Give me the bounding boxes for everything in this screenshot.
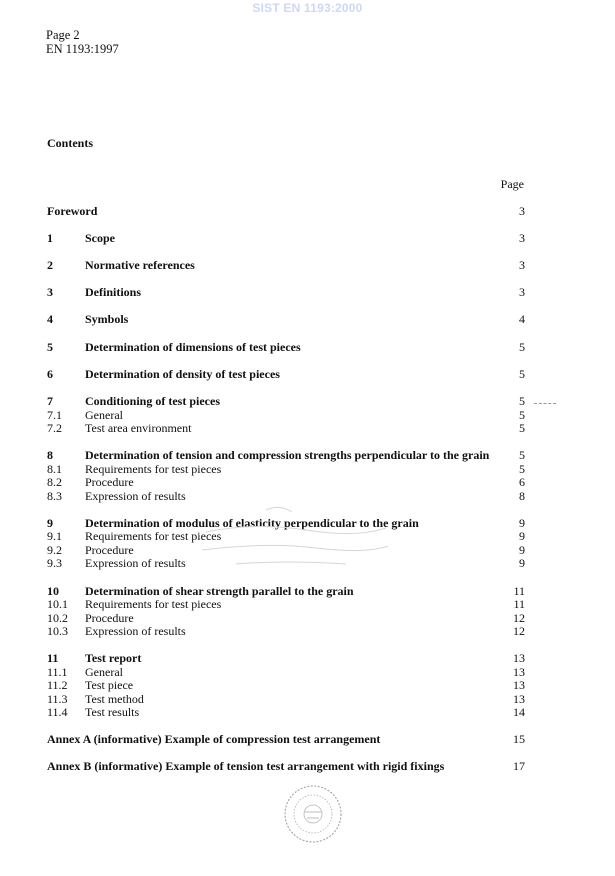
toc-entry-number: 8 (47, 448, 53, 462)
toc-entry-title: General (85, 665, 123, 679)
toc-entry-page: 4 (519, 312, 525, 326)
toc-row (0, 367, 615, 381)
toc-entry-title: Procedure (85, 611, 134, 625)
toc-entry-title: Determination of shear strength parallel to the grain (85, 584, 354, 598)
toc-row (0, 584, 615, 598)
page-column-heading: Page (500, 177, 524, 191)
toc-row (0, 204, 615, 218)
toc-entry-title: Foreword (47, 204, 98, 218)
toc-entry-page: 13 (513, 678, 525, 692)
toc-entry-page: 14 (513, 705, 525, 719)
toc-entry-number: 10 (47, 584, 59, 598)
toc-row (0, 611, 615, 625)
toc-entry-title: Expression of results (85, 556, 186, 570)
toc-entry-page: 3 (519, 285, 525, 299)
toc-row (0, 489, 615, 503)
toc-entry-title: Determination of density of test pieces (85, 367, 280, 381)
toc-entry-page: 5 (519, 421, 525, 435)
toc-entry-title: Annex B (informative) Example of tension test arrangement with rigid fixings (47, 759, 445, 773)
toc-entry-number: 11.3 (47, 692, 68, 706)
toc-entry-title: Normative references (85, 258, 195, 272)
toc-entry-number: 11 (47, 651, 59, 665)
toc-row (0, 759, 615, 773)
toc-entry-page: 9 (519, 516, 525, 530)
toc-row (0, 651, 615, 665)
toc-entry-title: Procedure (85, 475, 134, 489)
toc-entry-page: 6 (519, 475, 525, 489)
toc-entry-page: 17 (513, 759, 525, 773)
toc-entry-number: 9 (47, 516, 53, 530)
toc-entry-page: 11 (513, 584, 525, 598)
toc-entry-title: Test method (85, 692, 144, 706)
toc-entry-title: General (85, 408, 123, 422)
toc-entry-title: Expression of results (85, 624, 186, 638)
toc-row (0, 231, 615, 245)
toc-row (0, 408, 615, 422)
toc-entry-page: 13 (513, 651, 525, 665)
toc-entry-title: Test area environment (85, 421, 192, 435)
toc-entry-title: Determination of modulus of elasticity perpendicular to the grain (85, 516, 419, 530)
toc-entry-number: 11.2 (47, 678, 68, 692)
toc-row (0, 732, 615, 746)
toc-entry-page: 13 (513, 665, 525, 679)
toc-entry-number: 7.2 (47, 421, 62, 435)
toc-entry-page: 8 (519, 489, 525, 503)
toc-entry-page: 9 (519, 543, 525, 557)
toc-entry-title: Conditioning of test pieces (85, 394, 220, 408)
toc-entry-page: 5 (519, 367, 525, 381)
toc-entry-title: Requirements for test pieces (85, 462, 222, 476)
toc-entry-number: 9.3 (47, 556, 62, 570)
toc-entry-page: 5 (519, 408, 525, 422)
toc-entry-number: 8.3 (47, 489, 62, 503)
toc-entry-title: Determination of tension and compression strengths perpendicular to the grain (85, 448, 490, 462)
toc-entry-number: 10.1 (47, 597, 68, 611)
toc-row (0, 258, 615, 272)
toc-entry-title: Procedure (85, 543, 134, 557)
faint-stamp-smudge (196, 502, 392, 586)
toc-entry-number: 7.1 (47, 408, 62, 422)
toc-entry-number: 6 (47, 367, 53, 381)
seal-stamp-graphic (281, 782, 345, 846)
toc-entry-page: 9 (519, 556, 525, 570)
toc-entry-number: 2 (47, 258, 53, 272)
toc-entry-title: Annex A (informative) Example of compression test arrangement (47, 732, 381, 746)
toc-row (0, 597, 615, 611)
toc-entry-number: 4 (47, 312, 53, 326)
toc-row (0, 665, 615, 679)
toc-entry-title: Requirements for test pieces (85, 597, 222, 611)
toc-entry-number: 9.1 (47, 529, 62, 543)
standard-id: EN 1193:1997 (46, 42, 119, 56)
page-number-label: Page 2 (46, 28, 80, 42)
smudge-graphic (196, 502, 392, 586)
toc-entry-number: 11.4 (47, 705, 68, 719)
toc-entry-page: 5 (519, 462, 525, 476)
toc-entry-number: 8.2 (47, 475, 62, 489)
toc-row (0, 421, 615, 435)
toc-entry-page: 3 (519, 231, 525, 245)
toc-entry-page: 5 (519, 448, 525, 462)
toc-entry-title: Determination of dimensions of test pieces (85, 340, 301, 354)
toc-entry-page: 9 (519, 529, 525, 543)
toc-row (0, 394, 615, 408)
toc-entry-title: Test results (85, 705, 140, 719)
toc-entry-page: 3 (519, 204, 525, 218)
toc-entry-page: 3 (519, 258, 525, 272)
toc-entry-page: 11 (513, 597, 525, 611)
toc-row (0, 448, 615, 462)
toc-row (0, 340, 615, 354)
toc-row (0, 678, 615, 692)
page-header (46, 28, 119, 56)
toc-entry-number: 7 (47, 394, 53, 408)
watermark: SIST EN 1193:2000 (252, 1, 363, 15)
toc-entry-page: 5 (519, 340, 525, 354)
margin-dash (534, 403, 556, 404)
toc-entry-title: Requirements for test pieces (85, 529, 222, 543)
toc-row (0, 312, 615, 326)
toc-row (0, 285, 615, 299)
toc-entry-title: Symbols (85, 312, 129, 326)
toc-entry-title: Expression of results (85, 489, 186, 503)
toc-entry-number: 1 (47, 231, 53, 245)
toc-row (0, 462, 615, 476)
toc-entry-number: 8.1 (47, 462, 62, 476)
toc-entry-number: 10.2 (47, 611, 68, 625)
toc-entry-title: Definitions (85, 285, 142, 299)
toc-entry-page: 5 (519, 394, 525, 408)
toc-row (0, 475, 615, 489)
contents-heading: Contents (47, 136, 94, 150)
toc-row (0, 692, 615, 706)
toc-entry-number: 10.3 (47, 624, 68, 638)
toc-row (0, 624, 615, 638)
toc-entry-page: 12 (513, 611, 525, 625)
toc-entry-number: 5 (47, 340, 53, 354)
toc-row (0, 705, 615, 719)
toc-entry-number: 9.2 (47, 543, 62, 557)
toc-entry-number: 11.1 (47, 665, 68, 679)
toc-entry-page: 15 (513, 732, 525, 746)
toc-entry-title: Scope (85, 231, 115, 245)
toc-entry-title: Test piece (85, 678, 134, 692)
toc-entry-page: 12 (513, 624, 525, 638)
toc-entry-number: 3 (47, 285, 53, 299)
toc-entry-page: 13 (513, 692, 525, 706)
toc-entry-title: Test report (85, 651, 142, 665)
